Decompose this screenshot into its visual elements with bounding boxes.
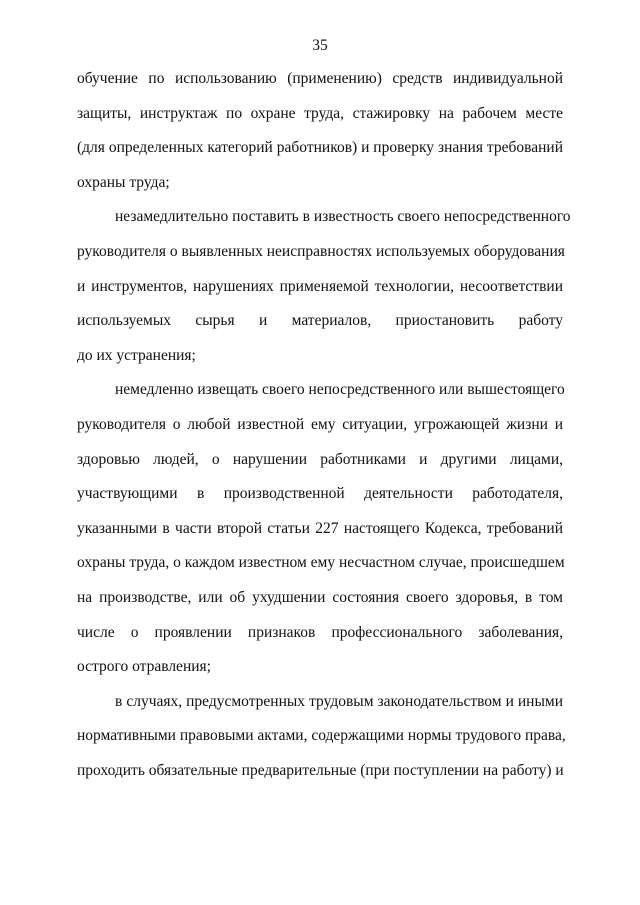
text-line: числе о проявлении признаков профессионального заболевания, (77, 623, 563, 641)
text-line: (для определенных категорий работников) и проверку знания требований (77, 139, 563, 157)
paragraph-first-line: в случаях, предусмотренных трудовым законодательством и иными (115, 692, 563, 710)
text-line: указанными в части второй статьи 227 настоящего Кодекса, требований (77, 519, 563, 537)
page-number: 35 (312, 37, 328, 54)
text-line: руководителя о любой известной ему ситуации, угрожающей жизни и (77, 415, 563, 433)
paragraph-first-line: незамедлительно поставить в известность своего непосредственного (115, 208, 571, 226)
text-line: и инструментов, нарушениях применяемой технологии, несоответствии (77, 277, 563, 295)
text-line: здоровью людей, о нарушении работниками и другими лицами, (77, 450, 563, 468)
paragraph-first-line: немедленно извещать своего непосредственного или вышестоящего (115, 381, 565, 399)
text-line: острого отравления; (77, 658, 211, 676)
text-line: до их устранения; (77, 346, 196, 364)
text-line: участвующими в производственной деятельности работодателя, (77, 485, 563, 503)
text-line: нормативными правовыми актами, содержащими нормы трудового права, (77, 727, 566, 745)
text-line: используемых сырья и материалов, приостановить работу (77, 312, 563, 330)
text-line: защиты, инструктаж по охране труда, стажировку на рабочем месте (77, 104, 563, 122)
text-line: руководителя о выявленных неисправностях используемых оборудования (77, 242, 565, 260)
document-body (77, 70, 571, 796)
text-line: охраны труда, о каждом известном ему несчастном случае, происшедшем (77, 554, 565, 572)
text-line: на производстве, или об ухудшении состояния своего здоровья, в том (77, 588, 563, 606)
text-line: проходить обязательные предварительные (при поступлении на работу) и (77, 761, 564, 779)
text-line: обучение по использованию (применению) средств индивидуальной (77, 70, 563, 87)
text-line: охраны труда; (77, 173, 170, 191)
